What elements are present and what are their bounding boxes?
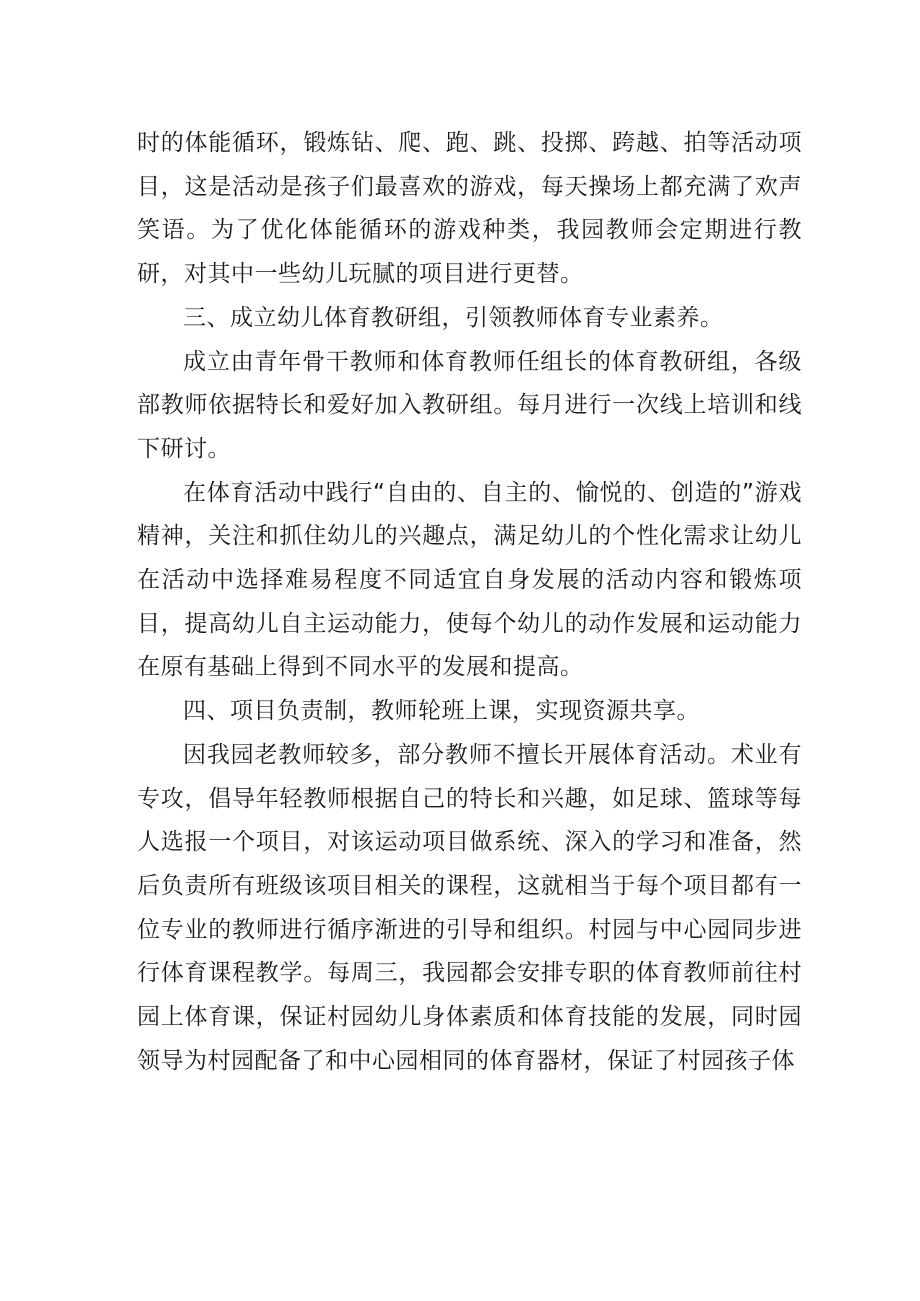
paragraph-game-spirit: 在体育活动中践行“自由的、自主的、愉悦的、创造的”游戏精神，关注和抓住幼儿的兴趣点，满足幼儿的个性化需求让幼儿在活动中选择难易程度不同适宜自身发展的活动内容和锻炼项目，提高幼儿自主运动能力，使每个幼儿的动作发展和运动能力在原有基础上得到不同水平的发展和提高。 [137,479,802,681]
section-heading-three: 三、成立幼儿体育教研组，引领教师体育专业素养。 [183,304,724,331]
paragraph-research-group: 成立由青年骨干教师和体育教师任组长的体育教研组，各级部教师依据特长和爱好加入教研组。每月进行一次线上培训和线下研讨。 [137,348,802,462]
section-heading-four: 四、项目负责制，教师轮班上课，实现资源共享。 [183,698,700,725]
document-body [137,122,802,1083]
paragraph-project-responsibility: 因我园老教师较多，部分教师不擅长开展体育活动。术业有专攻，倡导年轻教师根据自己的特长和兴趣，如足球、篮球等每人选报一个项目，对该运动项目做系统、深入的学习和准备，然后负责所有班级该项目相关的课程，这就相当于每个项目都有一位专业的教师进行循序渐进的引导和组织。村园与中心园同步进行体育课程教学。每周三，我园都会安排专职的体育教师前往村园上体育课，保证村园幼儿身体素质和体育技能的发展，同时园领导为村园配备了和中心园相同的体育器材，保证了村园孩子体 [137,741,802,1074]
paragraph-continuation: 时的体能循环，锻炼钻、爬、跑、跳、投掷、跨越、拍等活动项目，这是活动是孩子们最喜欢的游戏，每天操场上都充满了欢声笑语。为了优化体能循环的游戏种类，我园教师会定期进行教研，对其中一些幼儿玩腻的项目进行更替。 [137,130,802,288]
